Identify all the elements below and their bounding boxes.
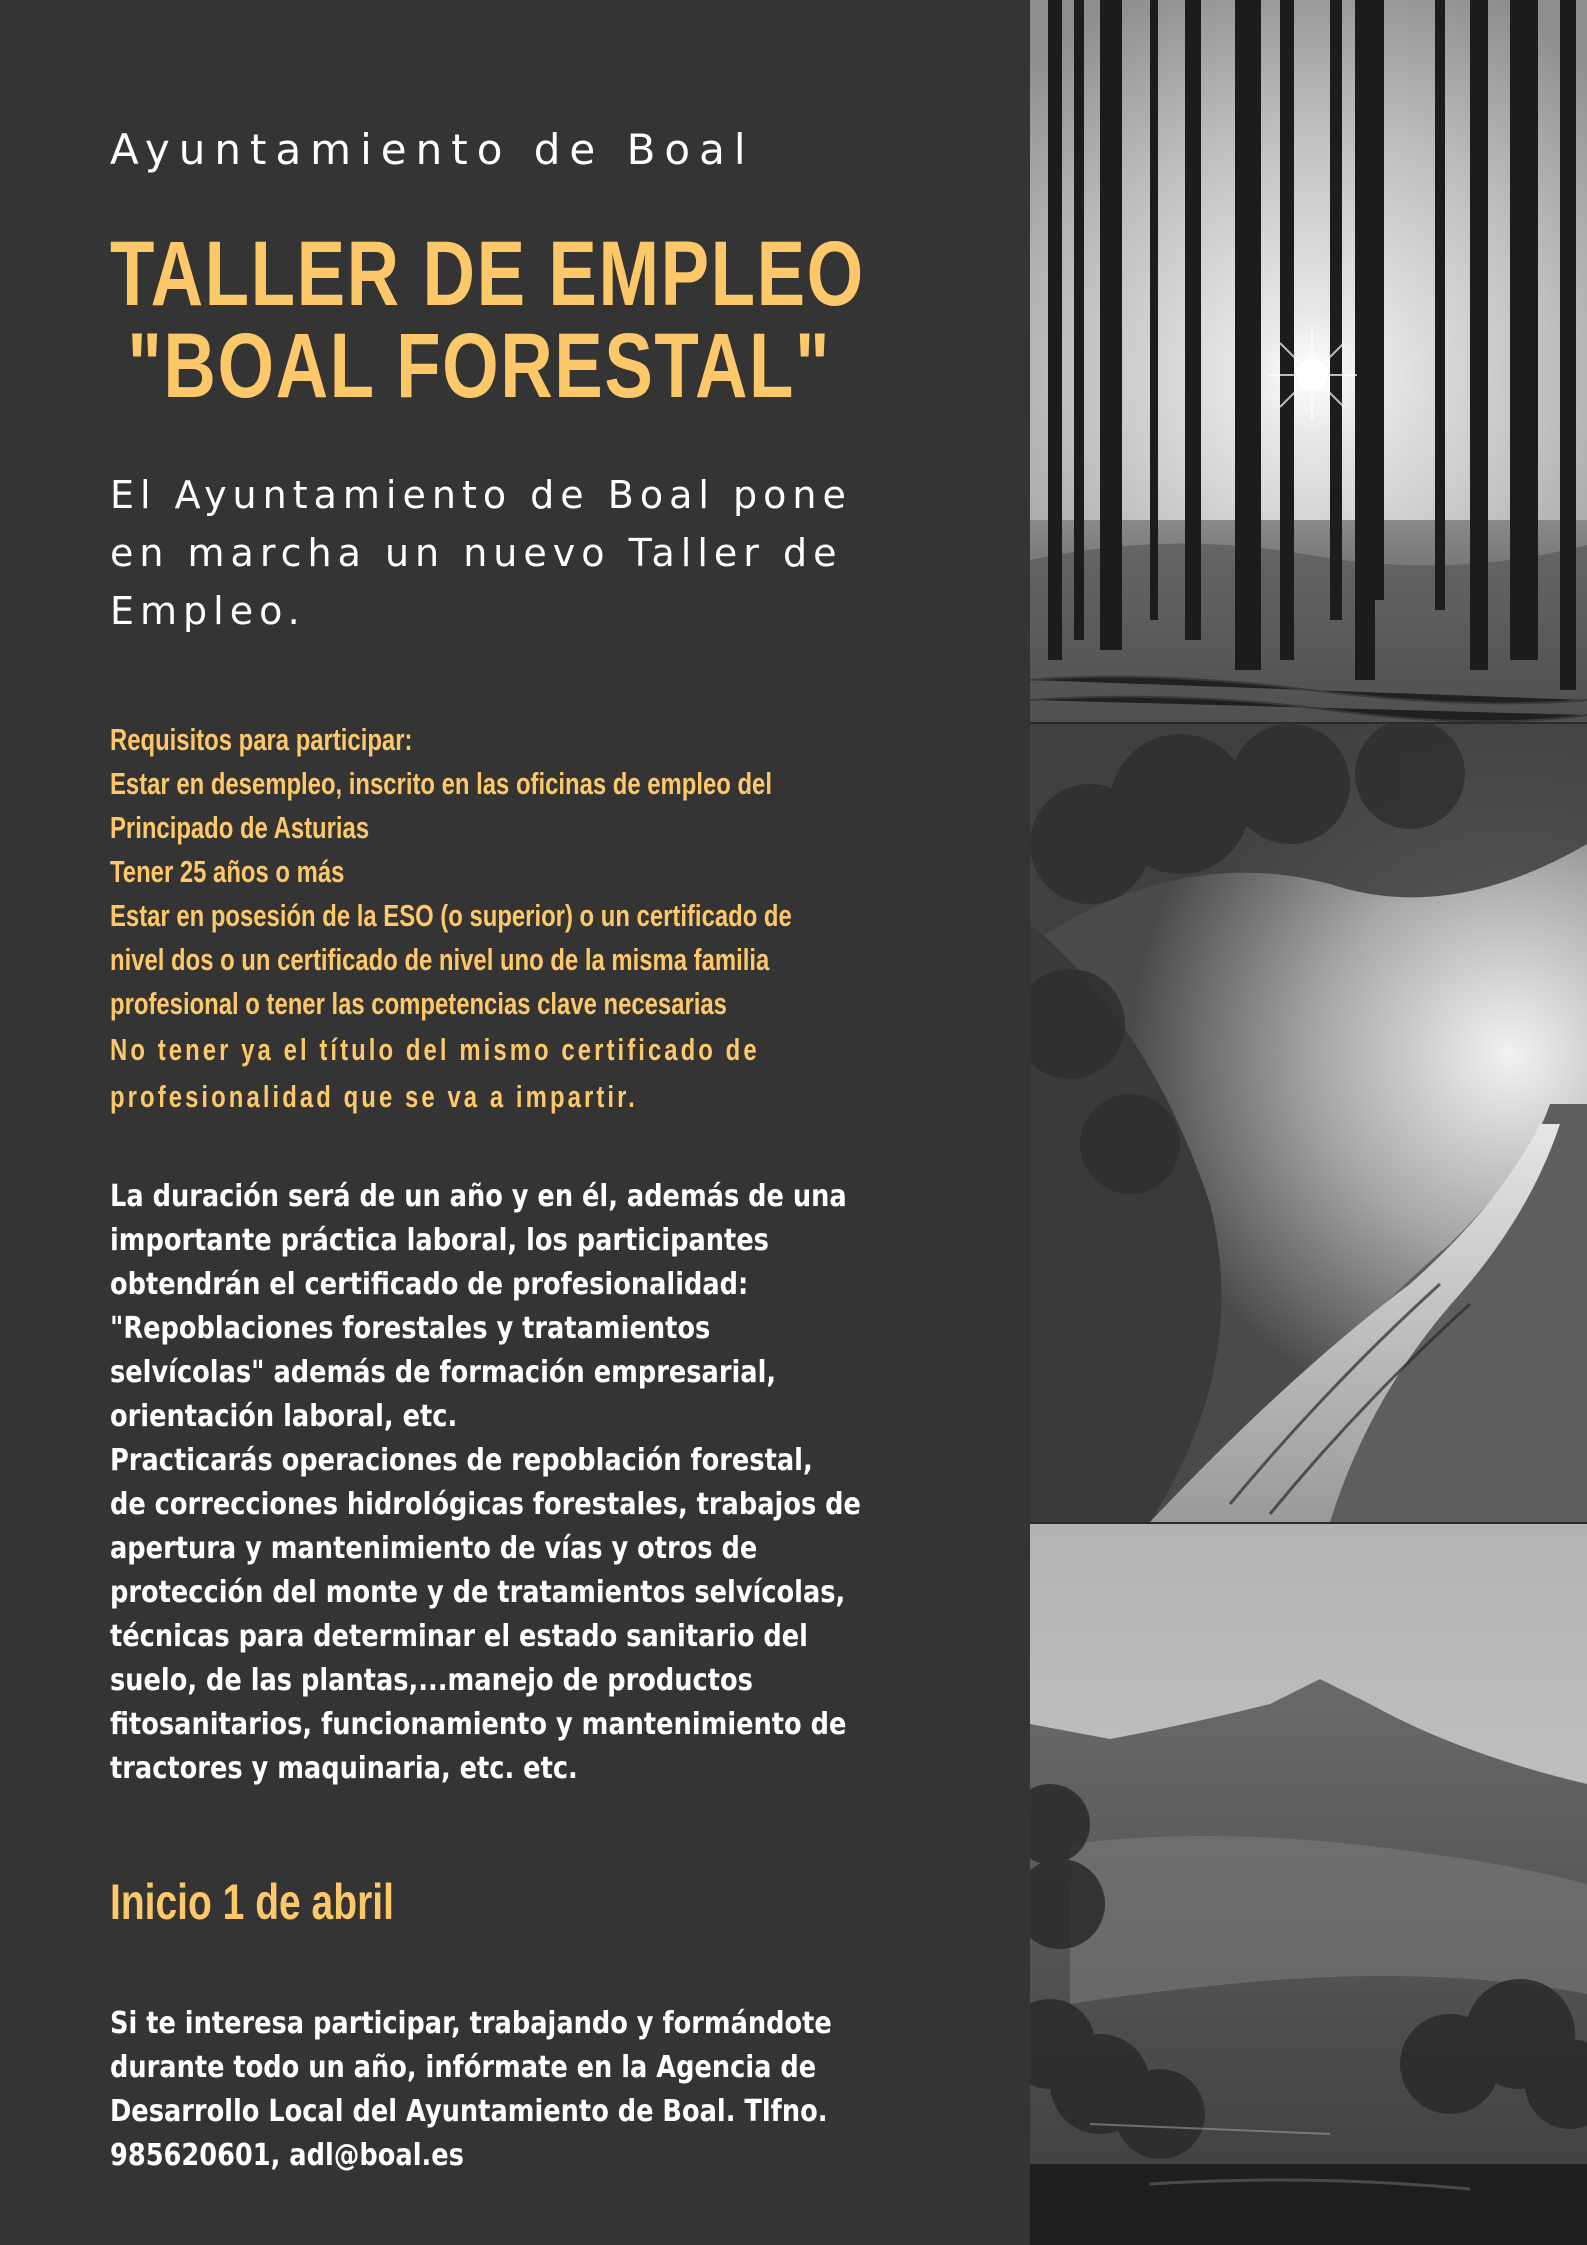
- description-line: apertura y mantenimiento de vías y otros de: [110, 1531, 758, 1566]
- requirements-block: [110, 718, 957, 1120]
- description-line: La duración será de un año y en él, además de una: [110, 1179, 847, 1214]
- forest-sunrise-photo: [1030, 0, 1587, 722]
- contact-paragraph: [110, 2002, 1008, 2178]
- description-line: "Repoblaciones forestales y tratamientos: [110, 1311, 711, 1346]
- title-line-2: "BOAL FORESTAL": [127, 315, 832, 417]
- description-paragraph: [110, 1175, 1008, 1791]
- description-line: suelo, de las plantas,...manejo de productos: [110, 1663, 753, 1698]
- description-line: tractores y maquinaria, etc. etc.: [110, 1751, 578, 1786]
- requirement-line: Estar en posesión de la ESO (o superior) o un certificado de: [110, 898, 792, 933]
- description-line: Practicarás operaciones de repoblación forestal,: [110, 1443, 813, 1478]
- intro-line: en marcha un nuevo Taller de: [110, 531, 843, 575]
- photo-column: [1030, 0, 1587, 2245]
- requirement-line: profesional o tener las competencias clave necesarias: [110, 986, 727, 1021]
- description-line: técnicas para determinar el estado sanitario del: [110, 1619, 808, 1654]
- description-line: selvícolas" además de formación empresarial,: [110, 1355, 777, 1390]
- title-line-1: TALLER DE EMPLEO: [110, 223, 865, 325]
- description-line: protección del monte y de tratamientos selvícolas,: [110, 1575, 846, 1610]
- description-line: fitosanitarios, funcionamiento y mantenimiento de: [110, 1707, 847, 1742]
- intro-paragraph: [110, 466, 1010, 640]
- requirement-line: Estar en desempleo, inscrito en las oficinas de empleo del: [110, 766, 772, 801]
- contact-line: 985620601, adl@boal.es: [110, 2138, 464, 2173]
- requirements-heading: Requisitos para participar:: [110, 722, 413, 757]
- requirement-line: Principado de Asturias: [110, 810, 370, 845]
- forest-path-photo: [1030, 724, 1587, 1522]
- organization-name: Ayuntamiento de Boal: [110, 125, 755, 174]
- intro-line: Empleo.: [110, 589, 306, 633]
- description-line: importante práctica laboral, los participantes: [110, 1223, 769, 1258]
- requirement-line: No tener ya el título del mismo certificado de: [110, 1032, 760, 1067]
- requirement-line: nivel dos o un certificado de nivel uno de la misma familia: [110, 942, 770, 977]
- contact-line: Si te interesa participar, trabajando y formándote: [110, 2006, 832, 2041]
- contact-line: durante todo un año, infórmate en la Agencia de: [110, 2050, 817, 2085]
- description-line: de correcciones hidrológicas forestales, trabajos de: [110, 1487, 861, 1522]
- flyer-title: [110, 223, 865, 417]
- description-line: orientación laboral, etc.: [110, 1399, 458, 1434]
- requirement-line: profesionalidad que se va a impartir.: [110, 1079, 638, 1114]
- start-date-heading: Inicio 1 de abril: [110, 1874, 394, 1930]
- intro-line: El Ayuntamiento de Boal pone: [110, 473, 852, 517]
- contact-line: Desarrollo Local del Ayuntamiento de Boal. Tlfno.: [110, 2094, 828, 2129]
- description-line: obtendrán el certificado de profesionalidad:: [110, 1267, 749, 1302]
- mountain-lake-photo: [1030, 1524, 1587, 2245]
- requirement-line: Tener 25 años o más: [110, 854, 345, 889]
